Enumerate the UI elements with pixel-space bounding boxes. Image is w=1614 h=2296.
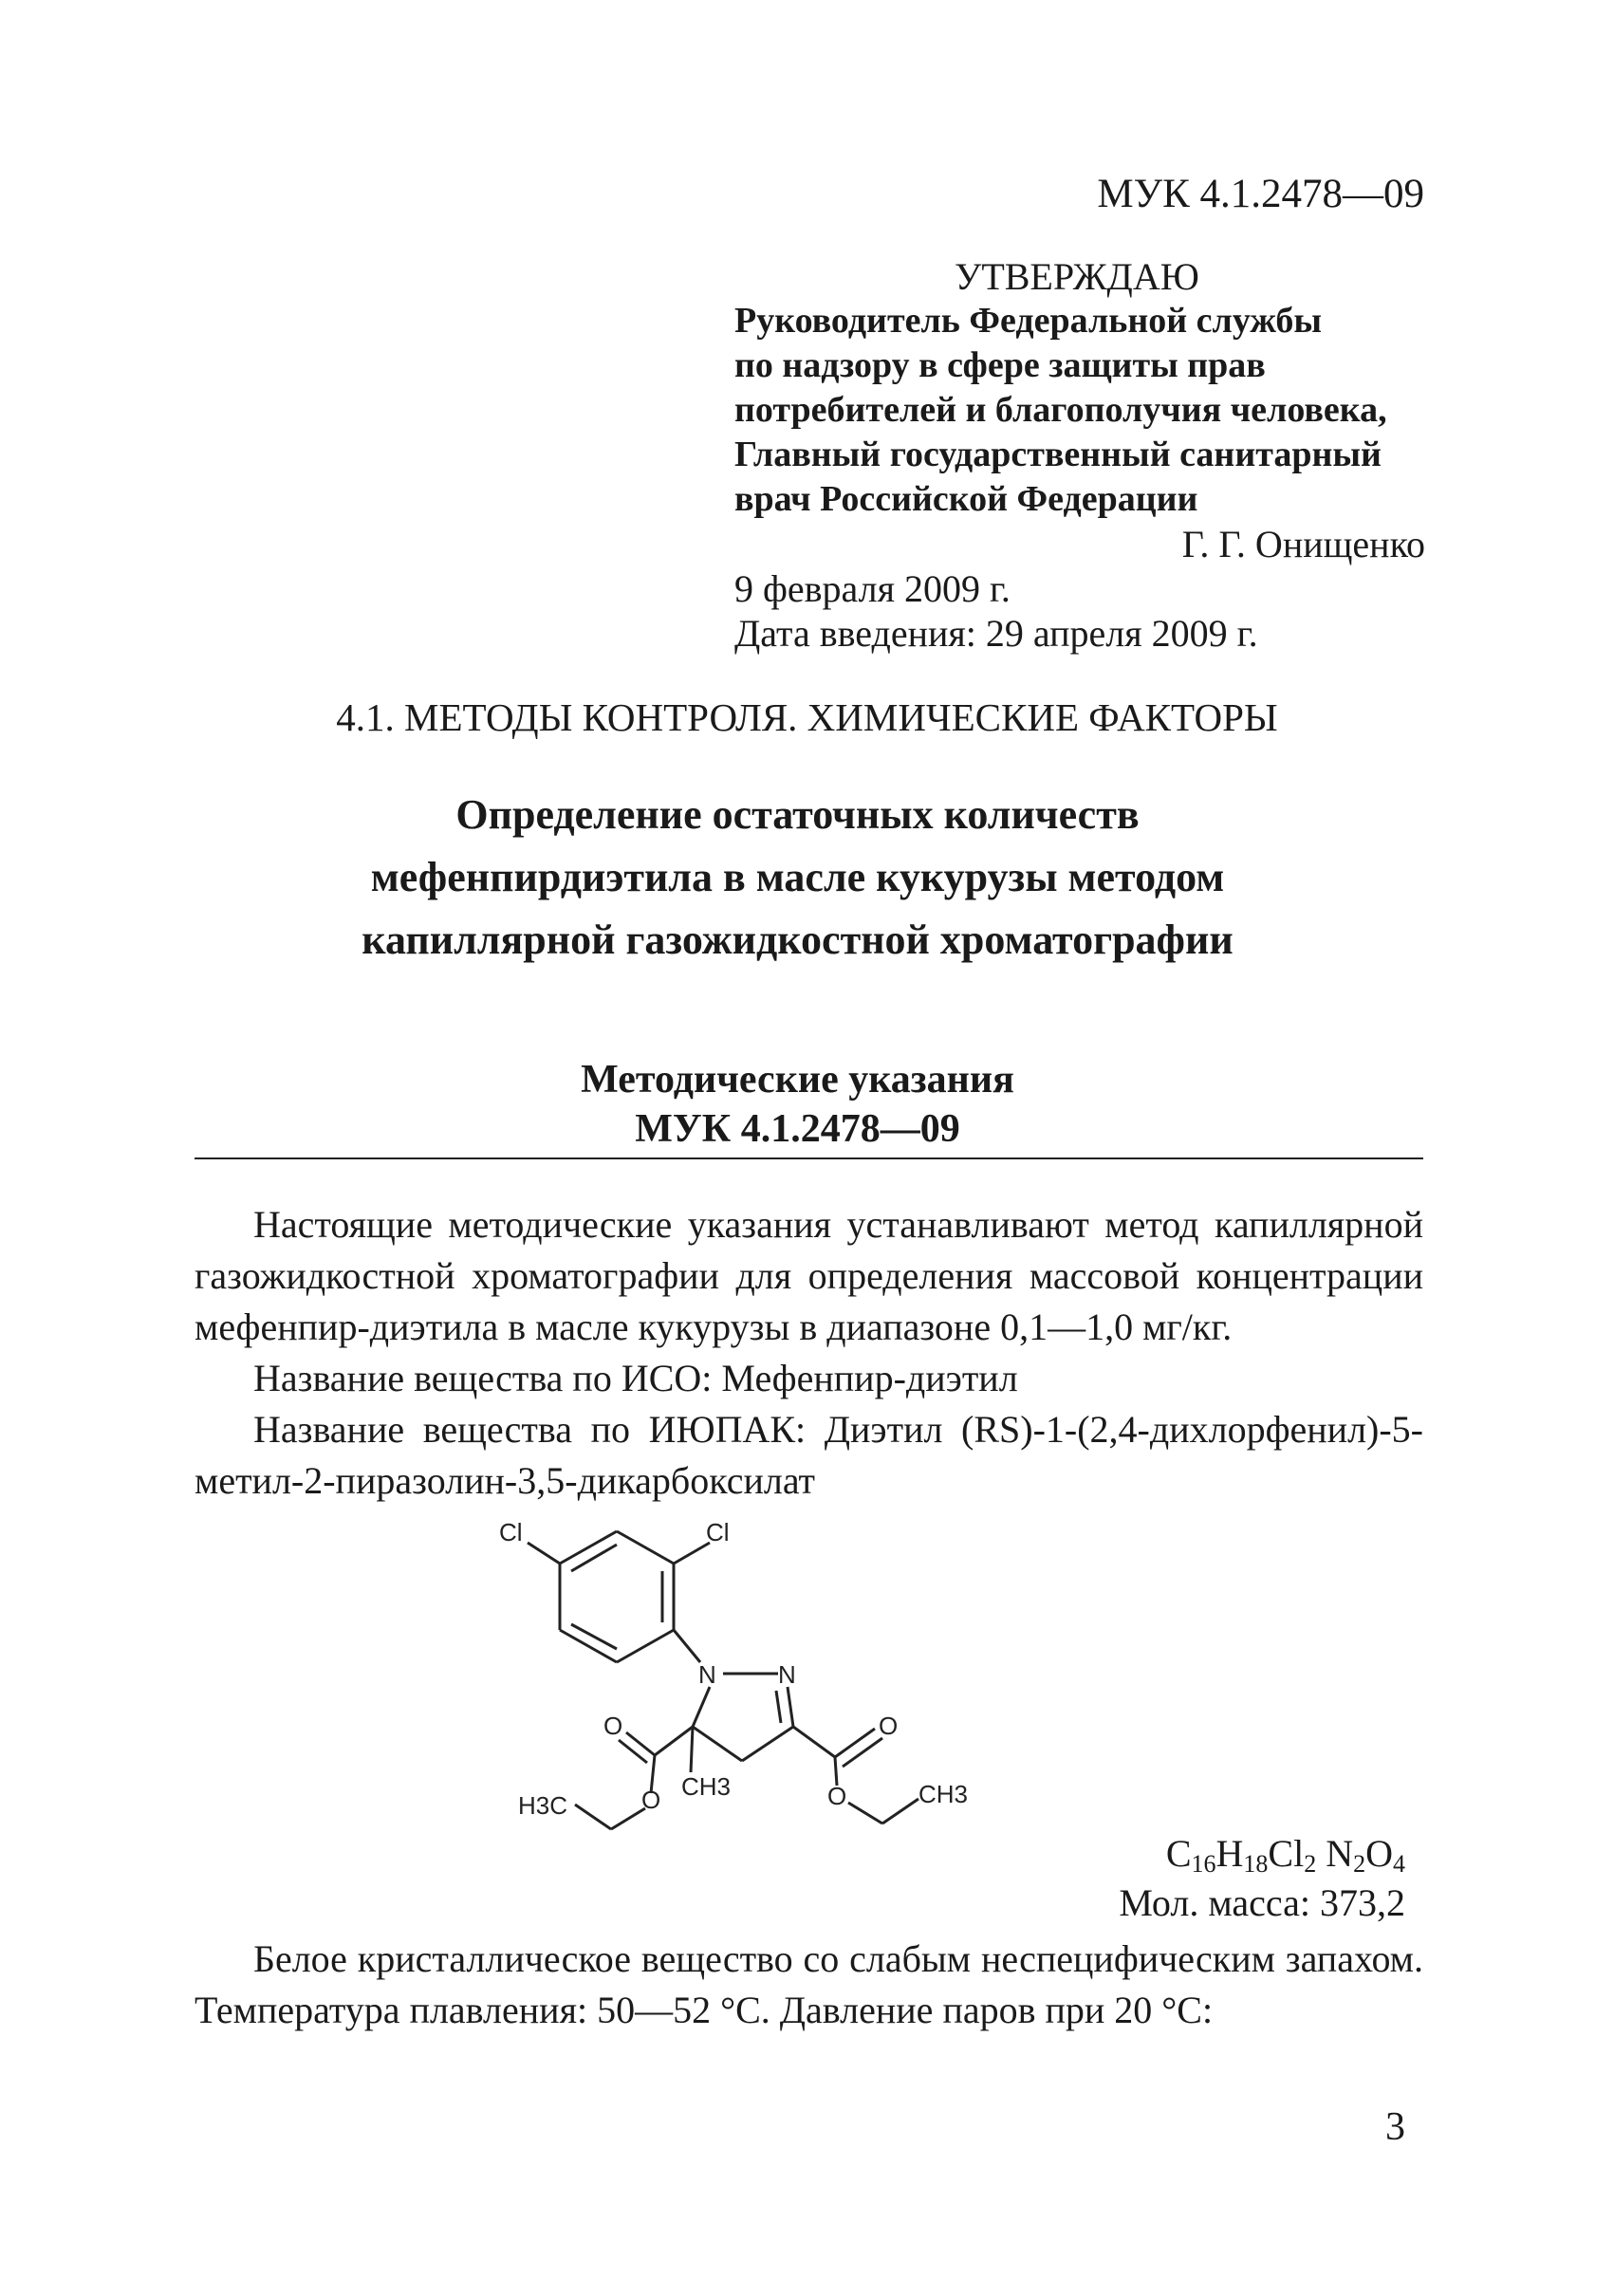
main-title-line: Определение остаточных количеств	[455, 791, 1140, 838]
approval-line: потребителей и благополучия человека,	[734, 390, 1387, 430]
n-label: N	[778, 1660, 796, 1689]
approval-line: по надзору в сфере защиты прав	[734, 345, 1266, 385]
formula-block	[1119, 1829, 1405, 1928]
methyl-label: CH3	[681, 1772, 732, 1801]
ester-left-bond	[655, 1727, 693, 1755]
iso-name-paragraph: Название вещества по ИСО: Мефенпир-диэтил	[253, 1357, 1018, 1399]
o-label: O	[641, 1786, 661, 1814]
subtitle-code: МУК 4.1.2478—09	[635, 1107, 960, 1151]
c3-n-bond	[788, 1687, 793, 1727]
approval-block	[734, 254, 1425, 656]
ethyl-right-bond	[882, 1799, 918, 1824]
ring-n-c5-bond	[693, 1687, 710, 1727]
o-label: O	[879, 1712, 899, 1740]
introduction-date: Дата введения: 29 апреля 2009 г.	[734, 612, 1258, 655]
approval-signer: Г. Г. Онищенко	[1181, 523, 1425, 565]
ring-double-bond	[571, 1624, 617, 1649]
subtitle: Методические указания	[581, 1058, 1014, 1102]
iupac-name-paragraph: Название вещества по ИЮПАК: Диэтил (RS)-1-(2,4-дихлорфенил)-5-метил-2-пиразолин-3,5-дикарбоксилат	[195, 1408, 1423, 1502]
main-title-line: мефенпирдиэтила в масле кукурузы методом	[370, 854, 1225, 900]
cl-bond	[528, 1543, 560, 1564]
methyl-bond	[691, 1727, 693, 1772]
o-label: O	[603, 1712, 623, 1740]
horizontal-rule	[195, 1157, 1423, 1159]
section-title: 4.1. МЕТОДЫ КОНТРОЛЯ. ХИМИЧЕСКИЕ ФАКТОРЫ	[336, 695, 1278, 739]
carbonyl-left-double-bond	[619, 1740, 647, 1763]
c3-n-double-bond	[776, 1691, 781, 1723]
carbonyl-right-bond	[835, 1729, 875, 1757]
c5-c4-bond	[693, 1727, 742, 1761]
ethyl-left-bond	[611, 1808, 645, 1829]
cl-bond	[674, 1543, 710, 1564]
approval-date: 9 февраля 2009 г.	[734, 567, 1011, 610]
page-number: 3	[1385, 2105, 1405, 2149]
n-aryl-bond	[674, 1630, 700, 1662]
molecular-formula: $C_{16}H_{18}Cl_2$ $N_2O_4$	[1165, 1832, 1405, 1878]
structural-formula	[465, 1518, 1072, 1831]
approval-line: Главный государственный санитарный	[734, 435, 1382, 474]
ring-bond	[617, 1531, 674, 1564]
body-text-top	[195, 1199, 1423, 1507]
subtitle-block	[0, 1055, 1595, 1154]
molecular-mass: Мол. масса: 373,2	[1119, 1881, 1405, 1924]
ethyl-right-bond	[848, 1803, 882, 1824]
o-label: O	[827, 1782, 847, 1810]
structure-labels	[499, 1518, 968, 1820]
approval-line: врач Российской Федерации	[734, 479, 1198, 519]
cl-label: Cl	[706, 1518, 730, 1546]
intro-paragraph: Настоящие методические указания устанавливают метод капиллярной газожидкостной хроматографии для определения массовой концентрации мефенпир-диэтила в масле кукурузы в диапазоне 0,1—1,0 мг/кг.	[195, 1203, 1423, 1348]
h3c-label: H3C	[518, 1791, 568, 1820]
body-text-bottom	[195, 1934, 1423, 2036]
ring-bond	[560, 1531, 617, 1564]
ring-double-bond	[571, 1545, 617, 1571]
ethyl-left-bond	[575, 1805, 611, 1829]
main-title-line: капиллярной газожидкостной хроматографии	[362, 917, 1234, 963]
approval-line: Руководитель Федеральной службы	[734, 301, 1323, 341]
ring-bond	[617, 1630, 674, 1662]
document-code-header: МУК 4.1.2478—09	[1097, 172, 1424, 216]
c4-c3-bond	[742, 1727, 793, 1761]
properties-paragraph: Белое кристаллическое вещество со слабым неспецифическим запахом. Температура плавления: 50—52 °С. Давление паров при 20 °С:	[195, 1937, 1423, 2031]
ch3-label: CH3	[918, 1780, 969, 1808]
carbonyl-left-bond	[626, 1732, 655, 1755]
approval-heading: УТВЕРЖДАЮ	[955, 255, 1199, 298]
carbonyl-right-double-bond	[843, 1738, 882, 1767]
ester-right-bond	[793, 1727, 835, 1757]
n-label: N	[698, 1660, 716, 1689]
cl-label: Cl	[499, 1518, 523, 1546]
main-title	[0, 784, 1595, 972]
